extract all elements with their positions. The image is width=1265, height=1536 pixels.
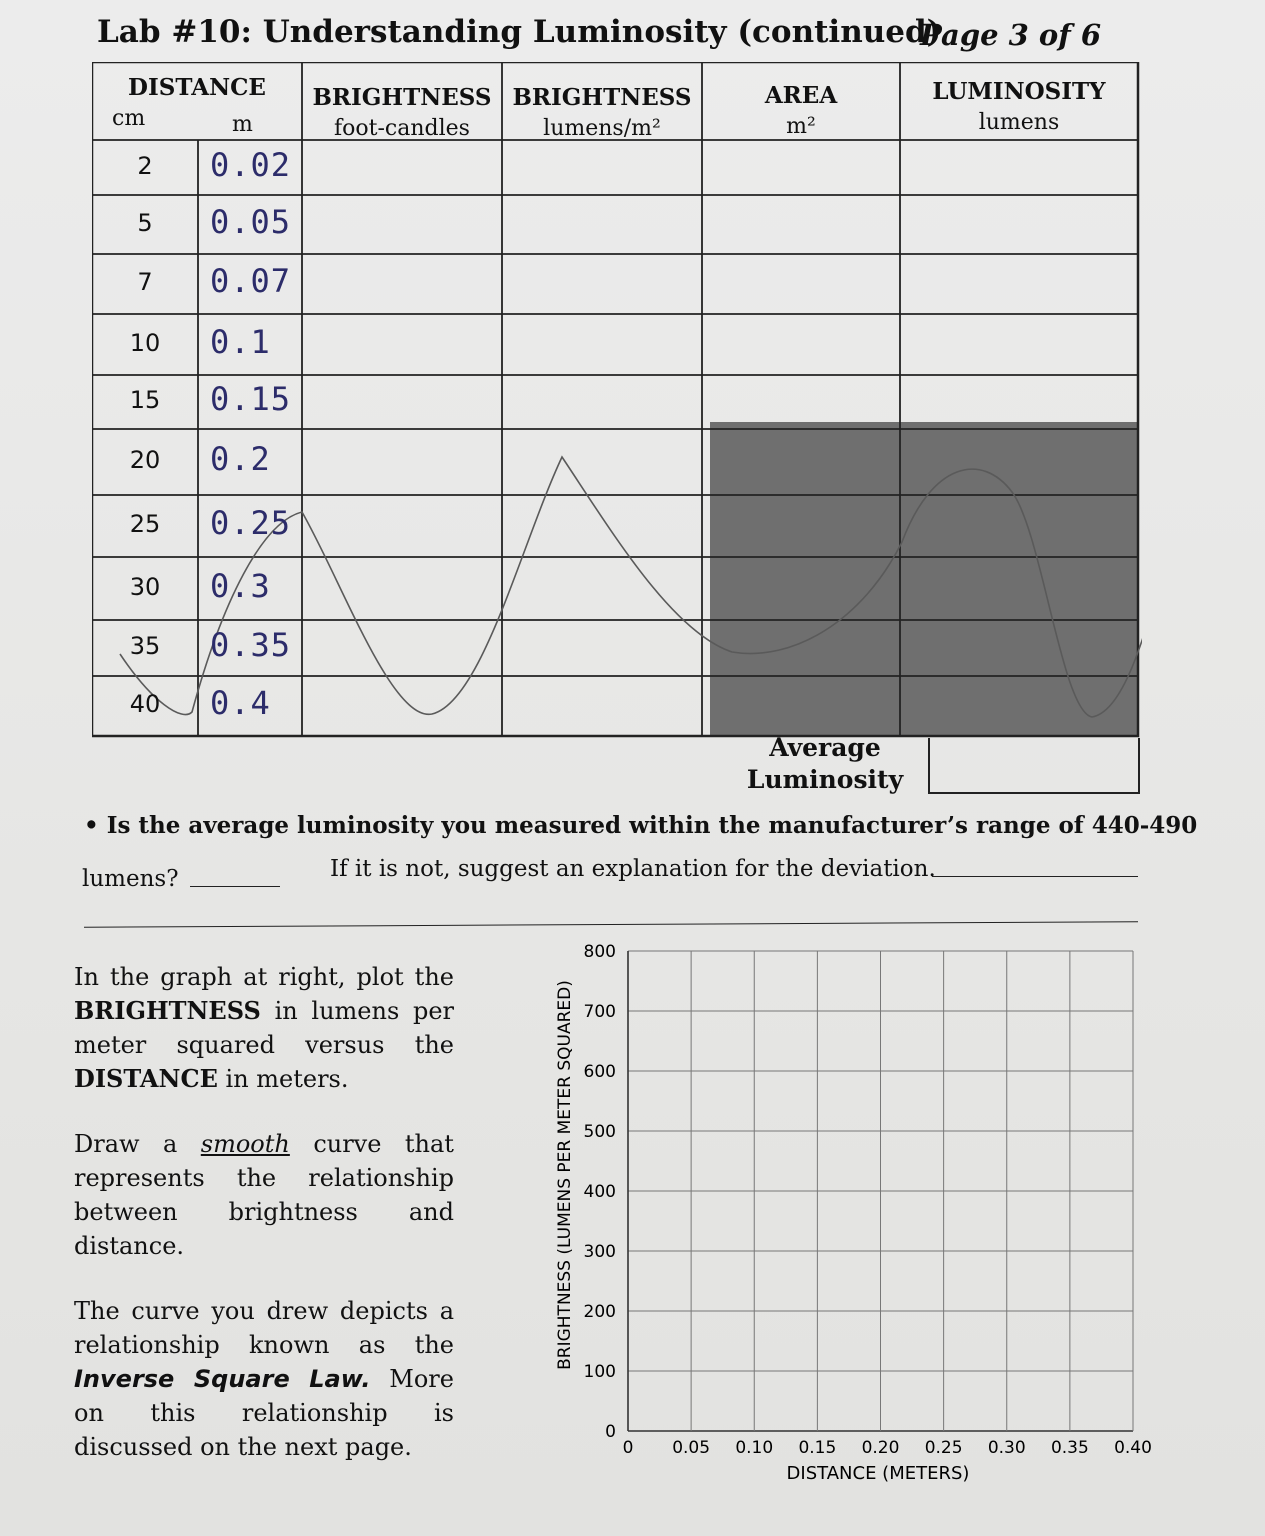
cell-distance-cm: 10 [129, 328, 161, 357]
cell-distance-cm: 20 [129, 446, 161, 474]
question-line-2: lumens? [82, 866, 179, 892]
cell-distance-cm: 35 [129, 632, 161, 660]
answer-line-3[interactable] [84, 921, 1138, 928]
graph-x-ticks [623, 1438, 1152, 1458]
brightness-distance-graph[interactable] [540, 935, 1160, 1495]
cell-distance-m: 0.35 [210, 626, 292, 664]
graph-x-axis-label: DISTANCE (METERS) [786, 1463, 970, 1484]
header-distance: DISTANCE [128, 74, 266, 101]
instruction-paragraph-2: Draw a smooth curve that represents the relationship between brightness and distance. [74, 1130, 454, 1260]
cell-distance-m: 0.15 [210, 380, 292, 418]
x-tick-label: 0.10 [735, 1438, 774, 1458]
cell-distance-cm: 2 [137, 151, 153, 180]
x-tick-label: 0.05 [672, 1438, 711, 1458]
header-distance-cm: cm [112, 106, 146, 131]
header-area: AREA [764, 82, 838, 109]
y-tick-label: 800 [583, 942, 616, 962]
page-title: Lab #10: Understanding Luminosity (continued) [97, 14, 942, 50]
x-tick-label: 0.25 [924, 1438, 963, 1458]
data-table [92, 62, 1142, 738]
answer-blank-1[interactable] [190, 886, 280, 887]
y-tick-label: 500 [583, 1122, 616, 1142]
x-tick-label: 0.35 [1050, 1438, 1089, 1458]
cell-distance-m: 0.25 [210, 504, 292, 542]
header-brightness-lm: BRIGHTNESS [512, 84, 692, 111]
cell-distance-cm: 5 [137, 208, 153, 237]
y-tick-label: 200 [583, 1302, 616, 1322]
x-tick-label: 0.30 [987, 1438, 1026, 1458]
cell-distance-cm: 7 [137, 268, 153, 296]
average-luminosity-label: Average Luminosity [746, 733, 904, 794]
header-area-unit: m² [786, 114, 816, 139]
cell-distance-m: 0.07 [210, 262, 292, 300]
y-tick-label: 700 [583, 1002, 616, 1022]
header-brightness-fc-unit: foot-candles [334, 116, 470, 141]
x-tick-label: 0.20 [861, 1438, 900, 1458]
y-tick-label: 0 [605, 1422, 616, 1442]
average-luminosity-box[interactable] [928, 738, 1140, 794]
instruction-paragraph-1: In the graph at right, plot the BRIGHTNESS in lumens per meter squared versus the DISTANCE in meters. [74, 963, 454, 1093]
cell-distance-m: 0.02 [210, 145, 292, 184]
header-luminosity: LUMINOSITY [932, 78, 1106, 105]
graph-y-axis-label: BRIGHTNESS (LUMENS PER METER SQUARED) [555, 980, 575, 1370]
page-number: Page 3 of 6 [920, 18, 1102, 52]
cell-distance-m: 0.2 [210, 440, 271, 478]
x-tick-label: 0.15 [798, 1438, 837, 1458]
cell-distance-cm: 30 [129, 572, 161, 601]
instruction-paragraph-3: The curve you drew depicts a relationship known as the Inverse Square Law. More on this relationship is discussed on the next page. [74, 1297, 454, 1461]
cell-distance-m: 0.4 [210, 684, 271, 722]
question-line-1: • Is the average luminosity you measured within the manufacturer’s range of 440-490 [84, 812, 1198, 839]
x-tick-label: 0 [622, 1438, 634, 1458]
header-brightness-fc: BRIGHTNESS [312, 84, 492, 111]
cell-distance-cm: 15 [129, 386, 161, 414]
question-line-3: If it is not, suggest an explanation for the deviation. [330, 856, 936, 882]
y-tick-label: 300 [583, 1242, 616, 1262]
header-brightness-lm-unit: lumens/m² [543, 116, 661, 141]
y-tick-label: 100 [583, 1362, 616, 1382]
cell-distance-m: 0.1 [210, 322, 271, 361]
header-luminosity-unit: lumens [978, 110, 1060, 135]
y-tick-label: 400 [583, 1182, 616, 1202]
shaded-cells [710, 422, 1138, 736]
answer-blank-2[interactable] [932, 876, 1138, 877]
graph-grid [628, 951, 1133, 1431]
cell-distance-cm: 40 [129, 690, 161, 718]
graph-y-ticks [584, 942, 616, 1442]
cell-distance-m: 0.3 [210, 566, 271, 605]
cell-distance-m: 0.05 [210, 202, 292, 241]
cell-distance-cm: 25 [129, 510, 161, 538]
y-tick-label: 600 [583, 1062, 616, 1082]
header-distance-m: m [232, 112, 253, 137]
x-tick-label: 0.40 [1114, 1438, 1152, 1458]
